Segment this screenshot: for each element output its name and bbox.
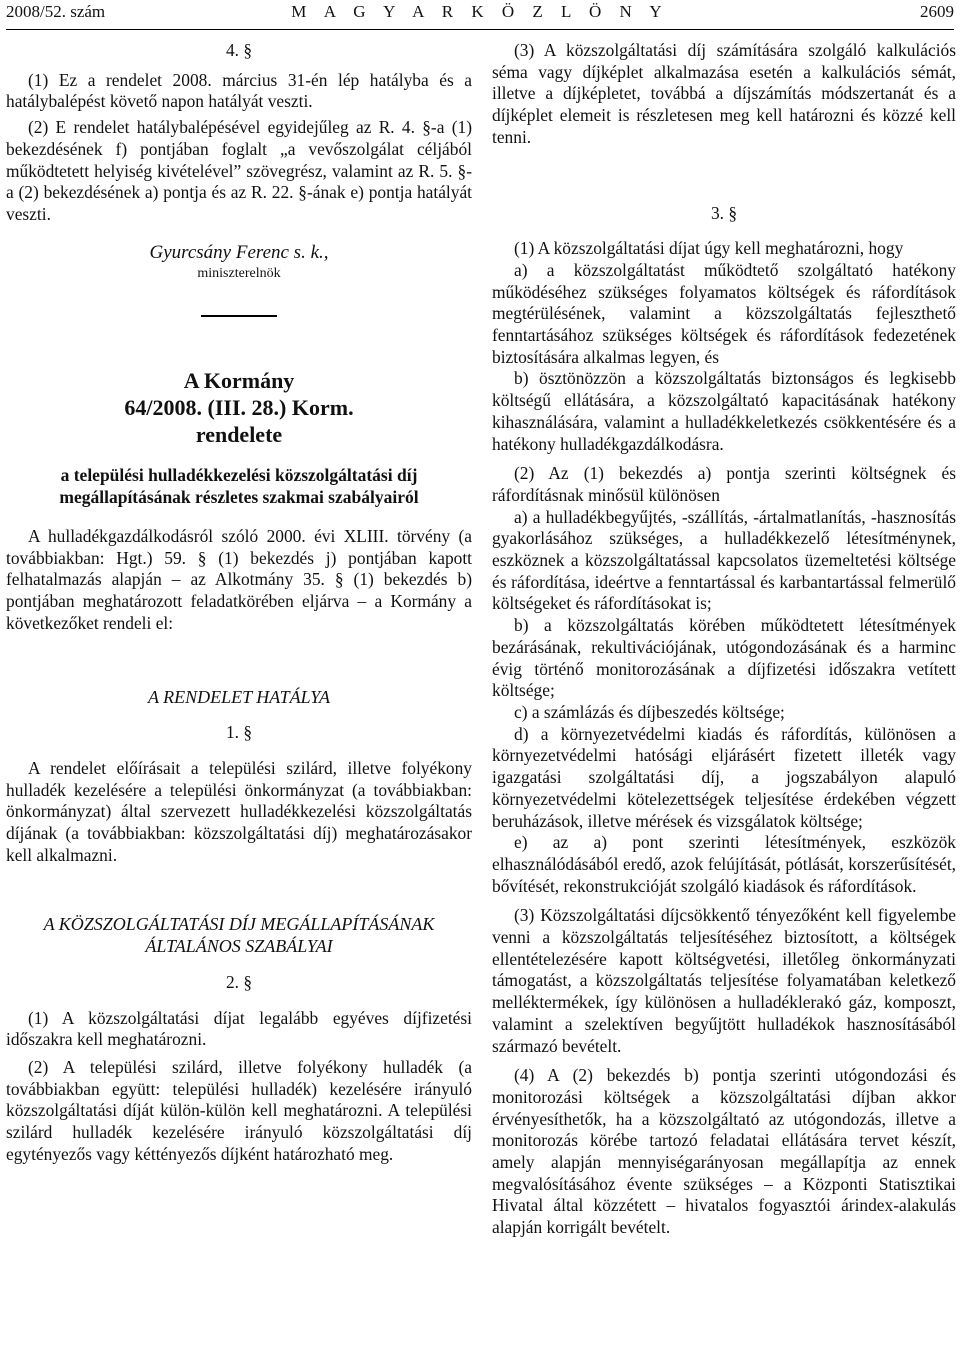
section-3-para-2: (2) Az (1) bekezdés a) pontja szerinti költségnek és ráfordításnak minősül különösen <box>492 463 956 505</box>
section-4-para-2: (2) E rendelet hatálybalépésével egyidejűleg az R. 4. §-a (1) bekezdésének f) pontjában foglalt „a vevőszolgálat céljából működtetett helyiség kivételével” szövegrész, valamint az R. 5. §-a (2) bekezdésének a) pontja és az R. 22. §-ának e) pontja hatályát veszti. <box>6 117 472 224</box>
section-3-para-2-a: a) a hulladékbegyűjtés, -szállítás, -ártalmatlanítás, -hasznosítás gyakorlásához szükséges, a hulladékkezelő létesítménynek, eszköznek a közszolgáltatással kapcsolatos üzemeltetési költsége és ráfordítása, ideértve a fenntartással és karbantartással felmerülő költségeket és ráfordításokat is; <box>492 506 956 614</box>
section-title-general-rules-1: A KÖZSZOLGÁLTATÁSI DÍJ MEGÁLLAPÍTÁSÁNAK <box>43 914 435 935</box>
section-2-para-1: (1) A közszolgáltatási díjat legalább egyéves díjfizetési időszakra kell meghatározni. <box>6 1007 472 1050</box>
section-4-heading: 4. § <box>225 40 253 60</box>
header-rule <box>6 29 954 30</box>
right-column <box>492 40 956 1239</box>
section-title-scope: A RENDELET HATÁLYA <box>147 686 331 707</box>
section-2-para-3: (3) A közszolgáltatási díj számítására szolgáló kalkulációs séma vagy díjképlet alkalmazása esetén a kalkulációs sémát, illetve a díjképletet, továbbá a díjszámítás módszertanát és a díjképlet elemeit is részletesen meg kell határozni és közzé kell tenni. <box>492 40 956 147</box>
issue-number: 2008/52. szám <box>6 2 106 21</box>
section-1-para: A rendelet előírásait a települési szilárd, illetve folyékony hulladék kezelésére a települési önkormányzat (a továbbiakban: önkormányzat) által szervezett hulladékkezelési közszolgáltatás díjának (a továbbiakban: közszolgáltatási díj) meghatározásakor kell alkalmazni. <box>6 757 472 865</box>
separator-bar <box>201 315 277 317</box>
section-2-heading: 2. § <box>225 971 253 992</box>
section-3-para-3: (3) Közszolgáltatási díjcsökkentő tényezőként kell figyelembe venni a közszolgáltatás teljesítéséhez biztosított, a költségek ellentételezésére kapott költségvetési, illetőleg önkormányzati támogatást, a közszolgáltatás teljesítése folyamatában keletkező melléktermékek, így különösen a hulladéklerakó gáz, komposzt, valamint a szelektíven begyűjtött hulladékok hasznosításából származó bevételt. <box>492 905 956 1056</box>
page-header <box>6 2 954 28</box>
section-2-para-2: (2) A települési szilárd, illetve folyékony hulladék (a továbbiakban együtt: települési hulladék) kezelésére irányuló közszolgáltatási díját külön-külön kell meghatározni. A települési szilárd hulladék kezelésére irányuló közszolgáltatási díj egytényezős vagy kéttényezős díjként határozható meg. <box>6 1056 472 1164</box>
section-3-para-2-c: c) a számlázás és díjbeszedés költsége; <box>514 701 785 722</box>
section-3-para-1: (1) A közszolgáltatási díjat úgy kell meghatározni, hogy <box>514 238 904 259</box>
section-3-para-1-b: b) ösztönözzön a közszolgáltatás biztonságos és legkisebb költségű ellátására, a közszolgáltató kapacitásának hatékony kihasználására, valamint a hulladékkeletkezés csökkentésére és a hatékony hulladékgazdálkodásra. <box>492 368 956 454</box>
decree-number: 64/2008. (III. 28.) Korm. <box>124 395 354 421</box>
signer-title: miniszterelnök <box>197 266 281 282</box>
decree-label: rendelete <box>195 422 283 448</box>
section-4-para-1: (1) Ez a rendelet 2008. március 31-én lép hatályba és a hatálybalépést követő napon hatályát veszti. <box>6 69 472 112</box>
decree-subject: a települési hulladékkezelési közszolgáltatási díj megállapításának részletes szakmai szabályairól <box>59 465 419 508</box>
journal-title: M A G Y A R K Ö Z L Ö N Y <box>291 2 669 21</box>
section-3-para-1-a: a) a közszolgáltatást működtető szolgáltató hatékony működéséhez szükséges folyamatos költségek és ráfordítások megtérülésének, valamint a közszolgáltatás fejleszthető fenntartásához szükséges költségek és ráfordítások fedezetének biztosítására alkalmas legyen, és <box>492 259 956 367</box>
decree-issuer: A Kormány <box>183 368 295 394</box>
preamble: A hulladékgazdálkodásról szóló 2000. évi XLIII. törvény (a továbbiakban: Hgt.) 59. § (1) bekezdés j) pontjában kapott felhatalmazás alapján – az Alkotmány 35. § (1) bekezdés b) pontjában meghatározott feladatkörében eljárva – a Kormány a következőket rendeli el: <box>6 526 472 633</box>
section-3-para-2-e: e) az a) pont szerinti létesítmények, eszközök elhasználódásából eredő, azok felújítását, pótlását, korszerűsítését, bővítését, rekonstrukcióját szolgáló kiadások és ráfordítások. <box>492 832 956 896</box>
left-column <box>6 40 472 1166</box>
section-1-heading: 1. § <box>225 722 253 743</box>
section-3-para-4: (4) A (2) bekezdés b) pontja szerinti utógondozási és monitorozási költségek a közszolgáltatási díjban akkor érvényesíthetők, ha a közszolgáltató az utógondozás, illetve a monitorozás körébe tartozó feladatai ellátására tervet készít, amely alapján mennyiségarányosan megállapítja az ennek megvalósításához évente szükséges – a Központi Statisztikai Hivatal által közzétett – hivatalos fogyasztói árindex-alakulás alapján korrigált bevételt. <box>492 1065 956 1238</box>
section-title-general-rules-2: ÁLTALÁNOS SZABÁLYAI <box>145 936 333 957</box>
section-3-para-2-d: d) a környezetvédelmi kiadás és ráfordítás, különösen a környezetvédelmi hatósági eljárásért fizetett illeték vagy igazgatási szolgáltatási díj, a jogszabályon alapuló környezetvédelmi kötelezettségek teljesítése érdekében végzett beruházások, illetve mérések és vizsgálatok költsége; <box>492 723 956 831</box>
signer-name: Gyurcsány Ferenc s. k., <box>149 241 329 263</box>
page-number: 2609 <box>920 2 954 21</box>
section-3-para-2-b: b) a közszolgáltatás körében működtetett létesítmények bezárásának, rekultivációjának, utógondozásának és a harminc évig történő monitorozásának a díjfizetési időszakra vetített költsége; <box>492 615 956 701</box>
section-3-heading: 3. § <box>710 202 738 223</box>
